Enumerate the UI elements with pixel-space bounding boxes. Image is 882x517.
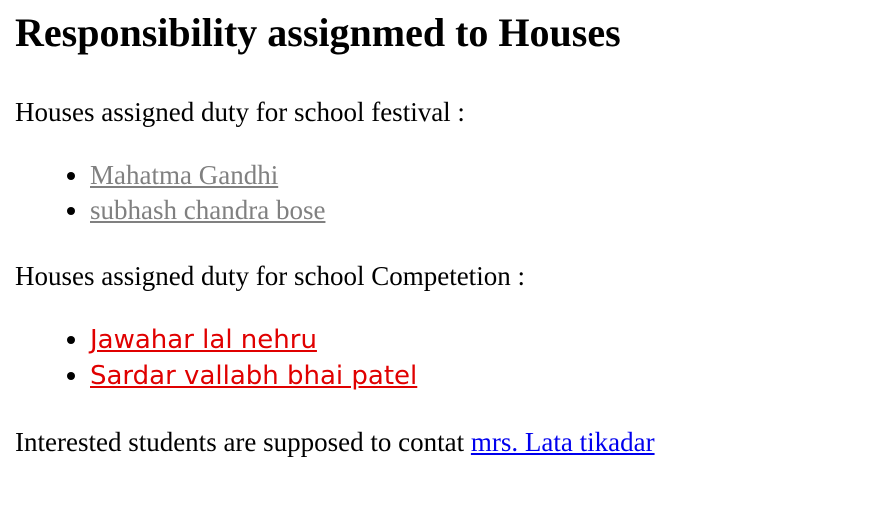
list-item bbox=[90, 193, 867, 228]
page-title: Responsibility assignmed to Houses bbox=[15, 10, 621, 55]
house-link-jawahar-lal-nehru[interactable]: Jawahar lal nehru bbox=[90, 325, 317, 355]
competition-intro: Houses assigned duty for school Competetion : bbox=[15, 261, 525, 291]
list-item bbox=[90, 158, 867, 193]
house-link-subhash-chandra-bose[interactable]: subhash chandra bose bbox=[90, 195, 326, 225]
house-link-mahatma-gandhi[interactable]: Mahatma Gandhi bbox=[90, 160, 279, 190]
festival-house-list bbox=[15, 158, 867, 228]
list-item bbox=[90, 322, 867, 358]
house-link-sardar-vallabh-bhai-patel[interactable]: Sardar vallabh bhai patel bbox=[90, 361, 418, 391]
contact-link[interactable]: mrs. Lata tikadar bbox=[470, 427, 655, 457]
contact-text: Interested students are supposed to contat bbox=[15, 427, 471, 457]
list-item bbox=[90, 358, 867, 394]
competition-house-list bbox=[15, 322, 867, 394]
contact-line bbox=[15, 426, 867, 458]
festival-intro: Houses assigned duty for school festival : bbox=[15, 97, 465, 127]
